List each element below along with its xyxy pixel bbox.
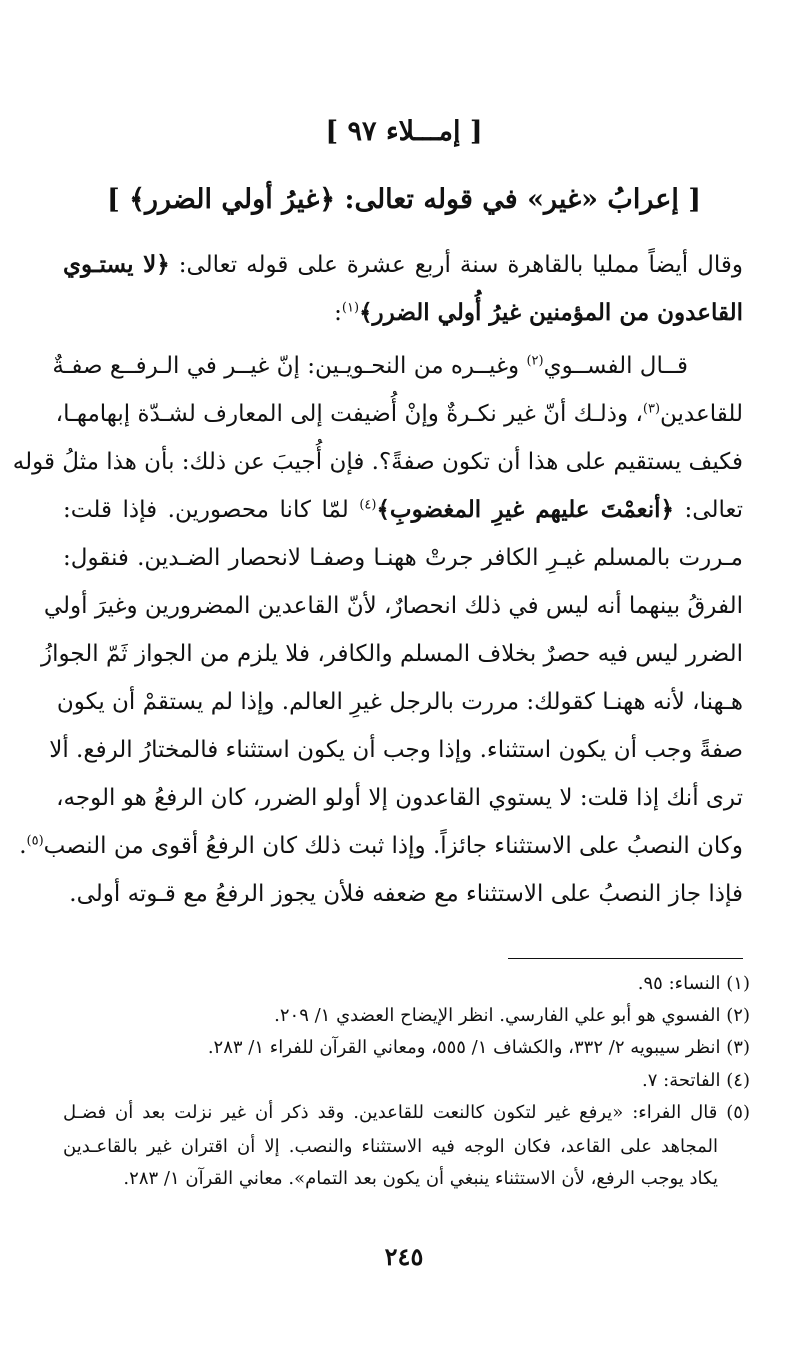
- footnote: (٥) قال الفراء: «يرفع غير لتكون كالنعت للقاعدين. وقد ذكر أن غير نزلت بعد أن فضـل: [63, 1102, 750, 1123]
- body-text-run: تعالى:: [674, 497, 743, 523]
- body-line: [43, 583, 743, 629]
- footnote-ref: (٢): [526, 353, 544, 369]
- body-text-run: الفرقُ بينهما أنه ليس في ذلك انحصارٌ، لأنّ القاعدين المضرورين وغيرَ أولي: [43, 593, 743, 619]
- footnote: (٢) الفسوي هو أبو علي الفارسي. انظر الإيضاح العضدي ١/ ٢٠٩.: [274, 1005, 750, 1026]
- footnote-ref: (٥): [26, 833, 44, 849]
- footnote-continuation: يكاد يوجب الرفع، لأن الاستثناء ينبغي أن يكون بعد التمام». معاني القرآن ١/ ٢٨٣.: [123, 1168, 718, 1189]
- body-text-run: مـررت بالمسلم غيـرِ الكافر جرتْ ههنـا وصفـا لانحصار الضـدين. فنقول:: [63, 545, 743, 571]
- intro-text: وقال أيضاً ممليا بالقاهرة سنة أربع عشرة على قوله تعالى:: [169, 252, 743, 278]
- body-text-run: قــال الفســوي: [543, 353, 688, 379]
- quran-quote: ﴿أنعمْتَ عليهم غيرِ المغضوبِ﴾: [376, 496, 675, 523]
- body-line: [12, 439, 743, 485]
- section-heading: [ إعرابُ «غير» في قوله تعالى: ﴿غيرُ أولي الضرر﴾ ]: [106, 184, 702, 215]
- body-text-run: الضرر ليس فيه حصرٌ بخلاف المسلم والكافر، فلا يلزم من الجواز ثَمّ الجوازُ: [41, 641, 743, 667]
- body-text-run: هـهنا، لأنه ههنـا كقولك: مررت بالرجل غيرِ العالم. وإذا لم يستقمْ أن يكون: [56, 689, 743, 715]
- body-line: [63, 535, 743, 581]
- page-number: ٢٤٥: [384, 1242, 424, 1271]
- quran-quote: القاعدون من المؤمنين غيرُ أُولي الضرر﴾: [359, 299, 743, 326]
- body-text-run: ، وذلـك أنّ غير نكـرةٌ وإنْ أُضيفت إلى المعارف لشـدّة إبهامهـا،: [55, 401, 643, 427]
- intro-line-2: [63, 290, 743, 336]
- intro-line-1: [63, 242, 743, 288]
- footnote-ref: (١): [341, 300, 360, 316]
- body-line: [63, 487, 743, 533]
- body-line: [56, 679, 743, 725]
- body-line: [52, 343, 688, 389]
- quran-quote: ﴿لا يستـوي: [63, 251, 170, 278]
- imla-title: [ إمـــلاء ٩٧ ]: [325, 116, 483, 147]
- body-text-run: فإذا جاز النصبُ على الاستثناء مع ضعفه فلأن يجوز الرفعُ مع قـوته أولى.: [69, 881, 743, 907]
- body-line: [63, 871, 743, 917]
- body-text-run: وكان النصبُ على الاستثناء جائزاً. وإذا ثبت ذلك كان الرفعُ أقوى من النصب: [43, 833, 743, 859]
- body-text-run: صفةً وجب أن يكون استثناء. وإذا وجب أن يكون استثناء فالمختارُ الرفع. ألا: [49, 737, 743, 763]
- body-line: [56, 775, 743, 821]
- body-text-run: وغيــره من النحـويـين: إنّ غيــر في الـرفــع صفـةٌ: [52, 353, 527, 379]
- body-line: [55, 391, 743, 437]
- body-text-run: .: [19, 833, 27, 859]
- footnote-continuation: المجاهد على القاعد، فكان الوجه فيه الاستثناء والنصب. إلا أن اقتران غير بالقاعـدين: [63, 1136, 718, 1157]
- body-line: [19, 823, 743, 869]
- body-text-run: فكيف يستقيم على هذا أن تكون صفةً؟. فإن أُجيبَ عن ذلك: بأن هذا مثلُ قوله: [12, 449, 743, 475]
- footnote: (٤) الفاتحة: ٧.: [642, 1070, 750, 1091]
- body-text-run: لمّا كانا محصورين. فإذا قلت:: [63, 497, 360, 523]
- body-text-run: للقاعدين: [660, 401, 743, 427]
- footnote: (١) النساء: ٩٥.: [637, 973, 750, 994]
- body-text-run: ترى أنك إذا قلت: لا يستوي القاعدون إلا أولو الضرر، كان الرفعُ هو الوجه،: [56, 785, 743, 811]
- footnote: (٣) انظر سيبويه ٢/ ٣٣٢، والكشاف ١/ ٥٥٥، ومعاني القرآن للفراء ١/ ٢٨٣.: [207, 1037, 750, 1058]
- footnote-divider: [508, 958, 743, 959]
- footnote-ref: (٣): [642, 401, 661, 417]
- footnote-ref: (٤): [359, 497, 377, 513]
- intro-text: :: [334, 300, 342, 326]
- body-line: [49, 727, 743, 773]
- body-line: [41, 631, 743, 677]
